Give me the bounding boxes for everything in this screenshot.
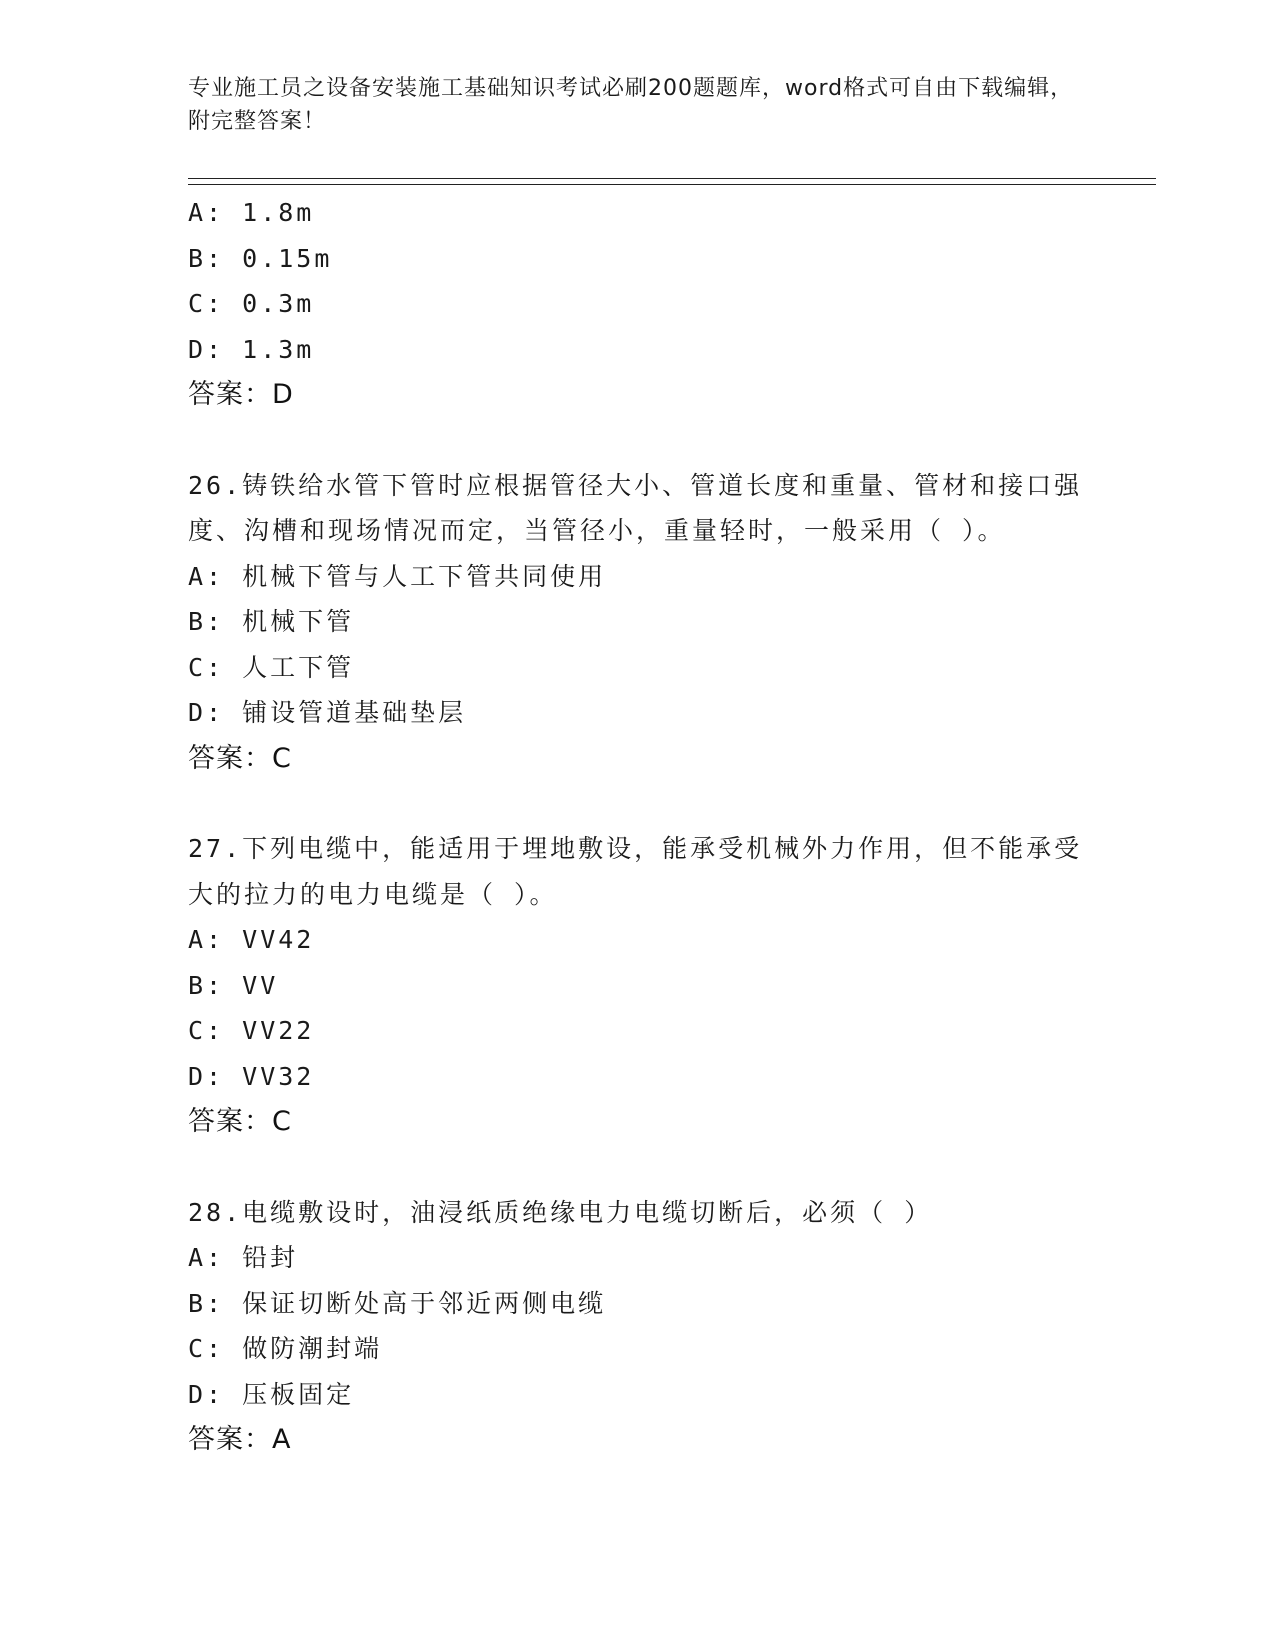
option-a: A: 1.8m	[188, 198, 315, 227]
question-block	[188, 1190, 1088, 1463]
option-a: A: 机械下管与人工下管共同使用	[188, 561, 607, 591]
option-a: A: 铅封	[188, 1243, 299, 1272]
option-c: C: 人工下管	[188, 652, 355, 682]
option-b: B: VV	[188, 970, 279, 1000]
option-b: B: 保证切断处高于邻近两侧电缆	[188, 1288, 607, 1318]
option-d: D: 压板固定	[188, 1379, 355, 1409]
option-d: D: VV32	[188, 1061, 315, 1091]
question-text: 26.铸铁给水管下管时应根据管径大小、管道长度和重量、管材和接口强度、沟槽和现场情况而定，当管径小，重量轻时，一般采用（ ）。	[188, 470, 1083, 545]
option-d: D: 1.3m	[188, 334, 315, 364]
question-list	[188, 190, 1088, 1463]
question-block	[188, 190, 1088, 418]
option-c: C: VV22	[188, 1016, 315, 1045]
question-block	[188, 826, 1088, 1145]
option-c: C: 0.3m	[188, 289, 315, 318]
option-b: B: 机械下管	[188, 607, 355, 636]
header-divider-bottom	[188, 184, 1156, 185]
question-text: 28.电缆敷设时，油浸纸质绝缘电力电缆切断后，必须（ ）	[188, 1197, 933, 1227]
answer: 答案：D	[188, 379, 294, 410]
option-d: D: 铺设管道基础垫层	[188, 698, 467, 727]
answer: 答案：C	[188, 742, 292, 774]
option-b: B: 0.15m	[188, 243, 333, 273]
header-divider-top	[188, 178, 1156, 179]
document-header: 专业施工员之设备安装施工基础知识考试必刷200题题库，word格式可自由下载编辑，附完整答案！	[188, 76, 1074, 134]
option-c: C: 做防潮封端	[188, 1334, 383, 1363]
answer: 答案：A	[188, 1424, 292, 1455]
question-block	[188, 463, 1088, 782]
answer: 答案：C	[188, 1106, 292, 1137]
question-text: 27.下列电缆中，能适用于埋地敷设，能承受机械外力作用，但不能承受大的拉力的电力电缆是（ ）。	[188, 834, 1083, 909]
option-a: A: VV42	[188, 925, 315, 954]
